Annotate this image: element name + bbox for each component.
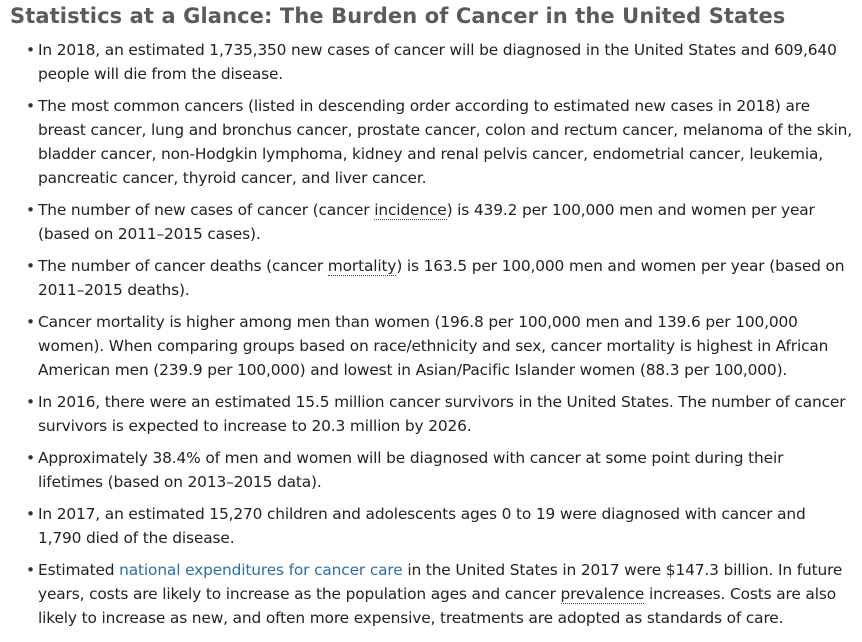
national-expenditures-link[interactable]: national expenditures for cancer care (119, 561, 403, 579)
list-item (10, 310, 852, 382)
list-item (10, 38, 852, 86)
list-item (10, 446, 852, 494)
list-item (10, 198, 852, 246)
statistics-list (10, 38, 852, 630)
glossary-term-mortality[interactable]: mortality (327, 257, 397, 275)
item-text: The number of cancer deaths (cancer (38, 257, 328, 275)
list-item (10, 558, 852, 630)
bullet-icon: • (26, 97, 35, 115)
item-text: ) is 439.2 per 100,000 men and women per year (based on 2011–2015 cases). (38, 201, 815, 243)
bullet-icon: • (26, 393, 35, 411)
item-text: The most common cancers (listed in descending order according to estimated new cases in 2018) are breast cancer, lung and bronchus cancer, prostate cancer, colon and rectum cancer, melanoma of the skin, bladder cancer, non-Hodgkin lymphoma, kidney and renal pelvis cancer, endometrial cancer, leukemia, pancreatic cancer, thyroid cancer, and liver cancer. (38, 97, 852, 187)
page-title: Statistics at a Glance: The Burden of Cancer in the United States (10, 4, 786, 28)
list-item (10, 502, 852, 550)
item-text: Approximately 38.4% of men and women will be diagnosed with cancer at some point during their lifetimes (based on 2013–2015 data). (38, 449, 784, 491)
item-text: increases. Costs are also likely to increase as new, and often more expensive, treatments are adopted as standards of care. (38, 585, 836, 627)
bullet-icon: • (26, 41, 35, 59)
list-item (10, 390, 852, 438)
item-text: In 2016, there were an estimated 15.5 million cancer survivors in the United States. The number of cancer survivors is expected to increase to 20.3 million by 2026. (38, 393, 846, 435)
bullet-icon: • (26, 257, 35, 275)
item-text: The number of new cases of cancer (cancer (38, 201, 375, 219)
bullet-icon: • (26, 313, 35, 331)
item-text: Estimated (38, 561, 120, 579)
list-item (10, 94, 852, 190)
item-text: in the United States in 2017 were $147.3 billion. In future years, costs are likely to increase as the population ages and cancer (38, 561, 843, 603)
glossary-term-incidence[interactable]: incidence (374, 201, 447, 219)
bullet-icon: • (26, 561, 35, 579)
item-text: In 2017, an estimated 15,270 children and adolescents ages 0 to 19 were diagnosed with cancer and 1,790 died of the disease. (38, 505, 806, 547)
item-text: Cancer mortality is higher among men than women (196.8 per 100,000 men and 139.6 per 100,000 women). When comparing groups based on race/ethnicity and sex, cancer mortality is highest in African American men (239.9 per 100,000) and lowest in Asian/Pacific Islander women (88.3 per 100,000). (38, 313, 829, 379)
bullet-icon: • (26, 505, 35, 523)
item-text: In 2018, an estimated 1,735,350 new cases of cancer will be diagnosed in the United States and 609,640 people will die from the disease. (38, 41, 837, 83)
item-text: ) is 163.5 per 100,000 men and women per year (based on 2011–2015 deaths). (38, 257, 845, 299)
glossary-term-prevalence[interactable]: prevalence (560, 585, 645, 603)
bullet-icon: • (26, 201, 35, 219)
bullet-icon: • (26, 449, 35, 467)
list-item (10, 254, 852, 302)
